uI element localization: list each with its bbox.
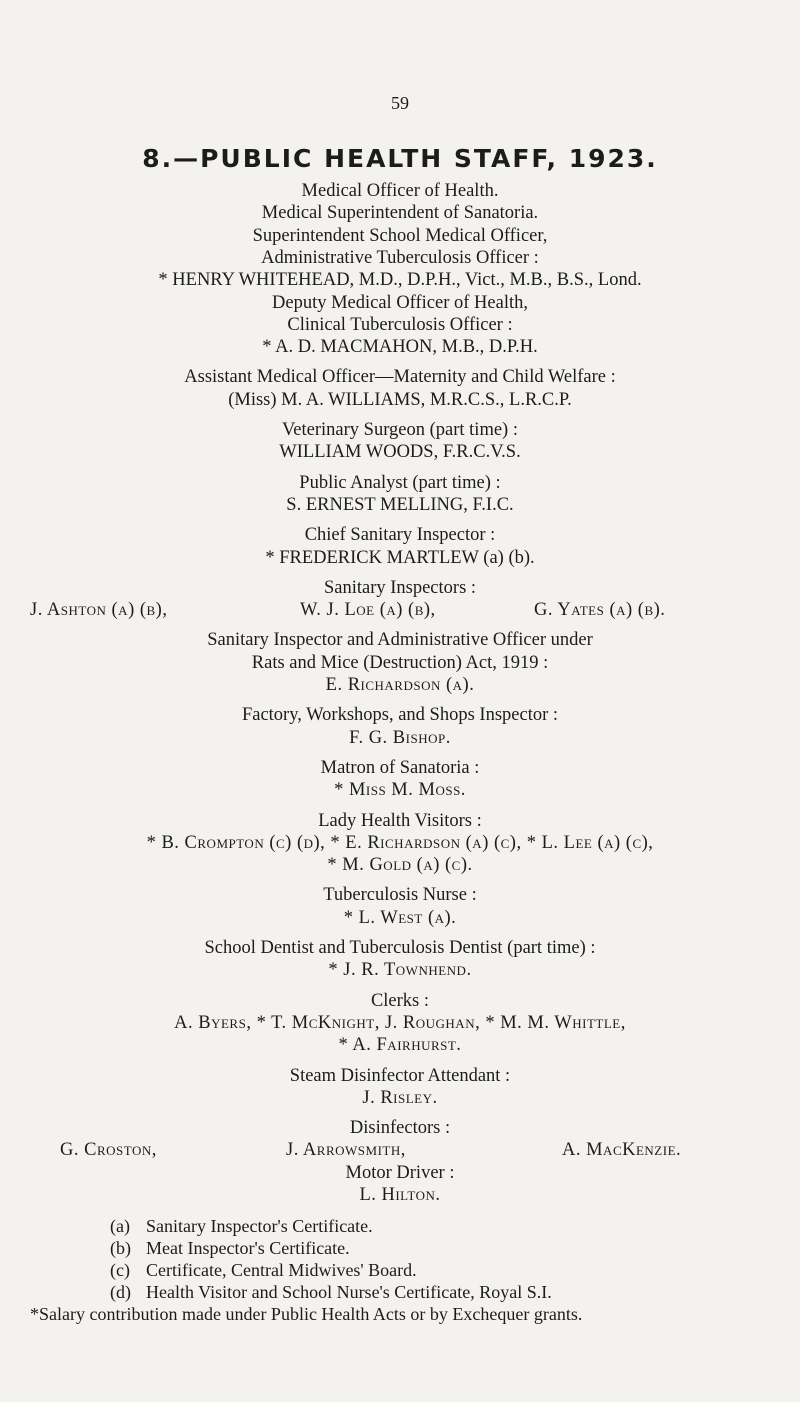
note-text: Health Visitor and School Nurse's Certificate, Royal S.I.: [146, 1282, 552, 1302]
assistant-title: Assistant Medical Officer—Maternity and Child Welfare :: [184, 367, 616, 388]
factory-title: Factory, Workshops, and Shops Inspector :: [241, 705, 559, 726]
dentist-name: * J. R. Townhend.: [328, 960, 472, 981]
tb-nurse-title: Tuberculosis Nurse :: [323, 885, 477, 906]
certificate-note: [0, 1280, 800, 1304]
moh-title-3: Superintendent School Medical Officer,: [252, 225, 548, 246]
inspectors-title: Sanitary Inspectors :: [323, 577, 477, 598]
certificate-note: [0, 1258, 800, 1282]
page-number: 59: [391, 93, 409, 113]
driver-name: L. Hilton.: [359, 1185, 441, 1205]
deputy-name: * A. D. MACMAHON, M.B., D.P.H.: [262, 337, 538, 358]
disinfectors-row: [0, 1139, 800, 1163]
matron-name: * Miss M. Moss.: [334, 780, 466, 801]
disinfector-name: J. Arrowsmith,: [286, 1140, 406, 1161]
moh-title-1: Medical Officer of Health.: [301, 181, 499, 201]
assistant-name: (Miss) M. A. WILLIAMS, M.R.C.S., L.R.C.P.: [228, 389, 572, 410]
salary-footnote: *Salary contribution made under Public Health Acts or by Exchequer grants.: [30, 1304, 583, 1324]
moh-title-4: Administrative Tuberculosis Officer :: [261, 247, 539, 268]
certificate-note: [0, 1236, 800, 1260]
driver-title: Motor Driver :: [345, 1162, 455, 1183]
inspectors-row: [0, 599, 800, 623]
note-marker: (a): [110, 1216, 130, 1236]
steam-name: J. Risley.: [362, 1087, 438, 1108]
inspector-name: J. Ashton (a) (b),: [30, 600, 168, 621]
steam-title: Steam Disinfector Attendant :: [289, 1065, 511, 1086]
clerks-line-1: A. Byers, * T. McKnight, J. Roughan, * M. M. Whittle,: [174, 1012, 626, 1033]
rats-title-2: Rats and Mice (Destruction) Act, 1919 :: [251, 652, 549, 673]
moh-name: * HENRY WHITEHEAD, M.D., D.P.H., Vict., M.B., B.S., Lond.: [158, 270, 642, 291]
analyst-name: S. ERNEST MELLING, F.I.C.: [286, 494, 514, 515]
clerks-title: Clerks :: [370, 990, 430, 1011]
rats-title-1: Sanitary Inspector and Administrative Officer under: [207, 630, 593, 651]
note-marker: (b): [110, 1238, 131, 1258]
inspector-name: G. Yates (a) (b).: [534, 600, 666, 621]
visitors-line-2: * M. Gold (a) (c).: [327, 855, 473, 876]
disinfector-name: G. Croston,: [60, 1140, 157, 1161]
vet-name: WILLIAM WOODS, F.R.C.V.S.: [279, 442, 521, 463]
inspector-name: W. J. Loe (a) (b),: [300, 600, 436, 621]
clerks-line-2: * A. Fairhurst.: [338, 1035, 462, 1056]
analyst-title: Public Analyst (part time) :: [299, 472, 501, 493]
certificate-note: [0, 1214, 800, 1238]
tb-nurse-name: * L. West (a).: [343, 907, 457, 928]
dentist-title: School Dentist and Tuberculosis Dentist (part time) :: [204, 938, 596, 958]
chief-inspector-name: * FREDERICK MARTLEW (a) (b).: [265, 547, 535, 568]
vet-title: Veterinary Surgeon (part time) :: [282, 420, 518, 440]
note-marker: (c): [110, 1260, 130, 1280]
visitors-line-1: * B. Crompton (c) (d), * E. Richardson (a) (c), * L. Lee (a) (c),: [146, 832, 654, 853]
moh-title-2: Medical Superintendent of Sanatoria.: [261, 203, 539, 224]
note-text: Sanitary Inspector's Certificate.: [146, 1216, 373, 1236]
deputy-title-2: Clinical Tuberculosis Officer :: [287, 314, 513, 335]
deputy-title-1: Deputy Medical Officer of Health,: [272, 292, 528, 313]
factory-name: F. G. Bishop.: [349, 727, 451, 748]
page-title: 8.—PUBLIC HEALTH STAFF, 1923.: [142, 144, 658, 173]
disinfectors-title: Disinfectors :: [349, 1118, 451, 1139]
note-marker: (d): [110, 1282, 131, 1302]
disinfector-name: A. MacKenzie.: [562, 1140, 682, 1161]
rats-name: E. Richardson (a).: [325, 675, 475, 695]
note-text: Certificate, Central Midwives' Board.: [146, 1260, 417, 1280]
note-text: Meat Inspector's Certificate.: [146, 1238, 350, 1258]
chief-inspector-title: Chief Sanitary Inspector :: [304, 525, 496, 546]
visitors-title: Lady Health Visitors :: [318, 810, 482, 831]
matron-title: Matron of Sanatoria :: [320, 757, 480, 778]
